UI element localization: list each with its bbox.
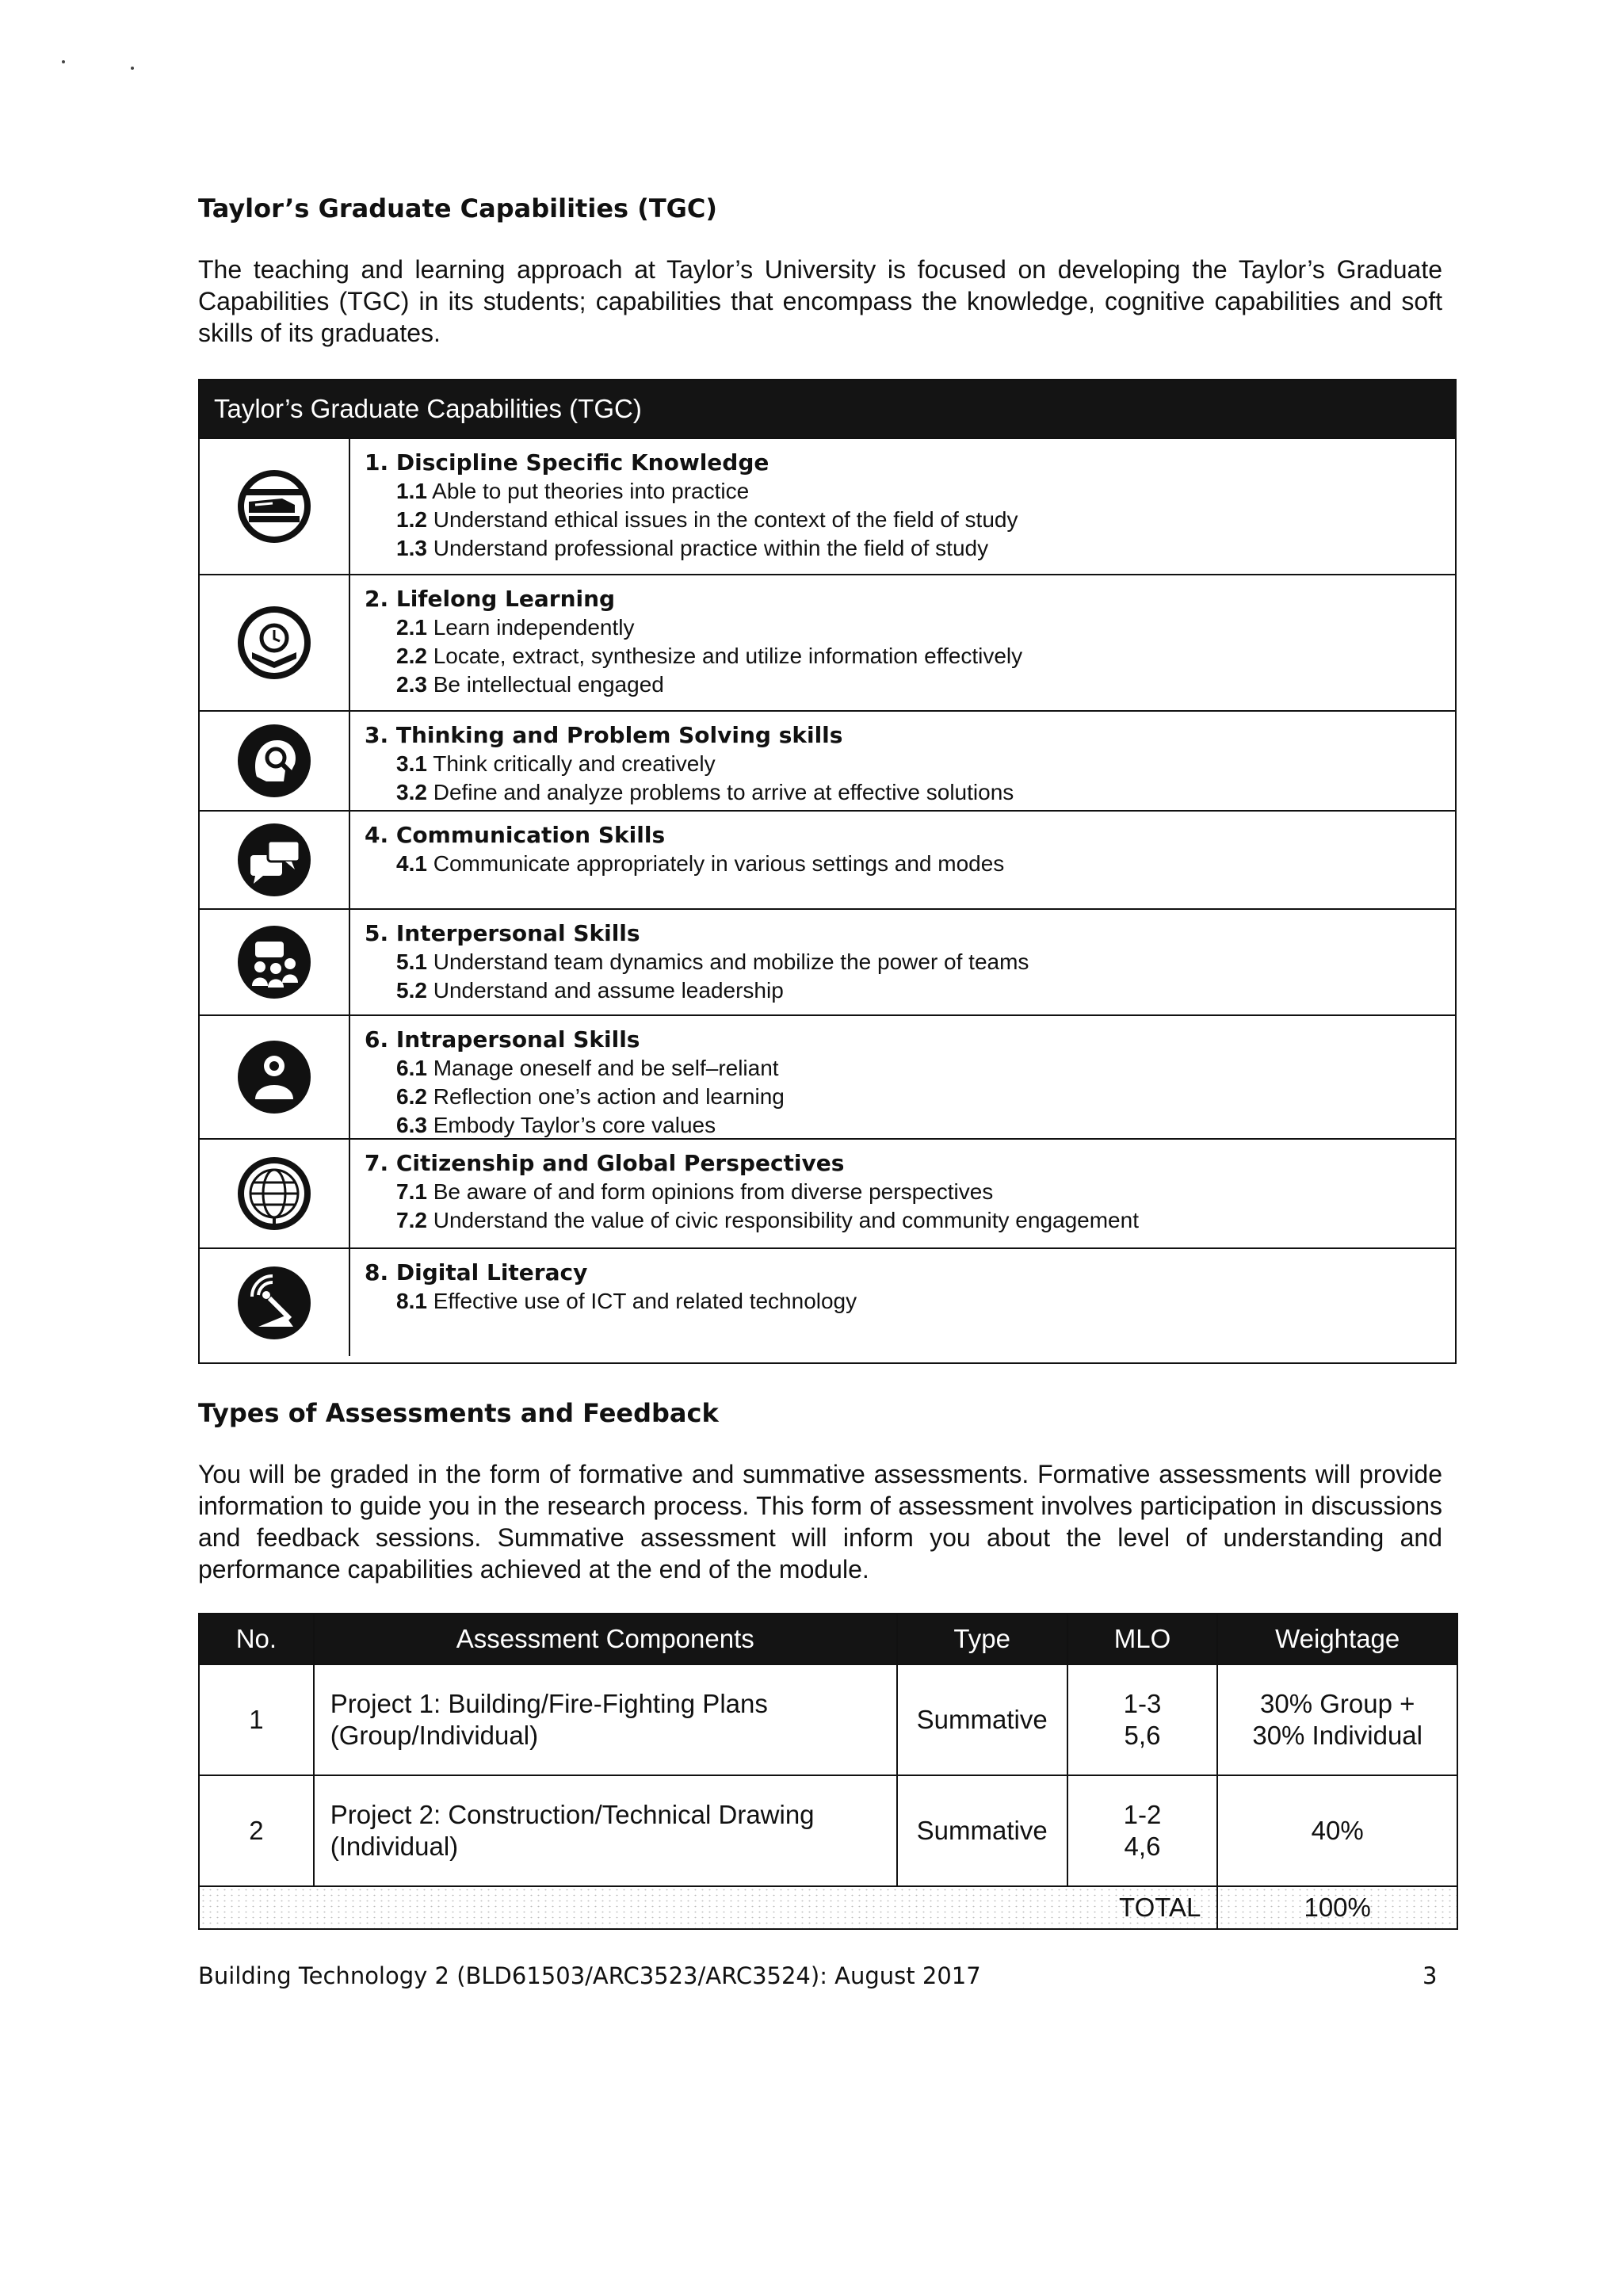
col-header-no: No. [199, 1614, 314, 1664]
table-row [199, 1664, 1457, 1775]
scan-speck [131, 67, 134, 70]
col-header-weightage: Weightage [1217, 1614, 1457, 1664]
capability-title: 4. Communication Skills [365, 822, 666, 848]
capability-title: 3. Thinking and Problem Solving skills [365, 722, 843, 748]
cell-mlo: 1-3 5,6 [1067, 1664, 1218, 1775]
capability-item: 8.1 Effective use of ICT and related technology [396, 1289, 857, 1313]
capability-item: 6.3 Embody Taylor’s core values [396, 1113, 716, 1137]
tgc-row [200, 1138, 1455, 1247]
capability-item: 7.1 Be aware of and form opinions from diverse perspectives [396, 1179, 994, 1204]
capability-item: 1.3 Understand professional practice within the field of study [396, 536, 989, 560]
cell-type: Summative [897, 1775, 1067, 1886]
capability-item: 7.2 Understand the value of civic responsibility and community engagement [396, 1208, 1139, 1232]
capability-title: 7. Citizenship and Global Perspectives [365, 1150, 845, 1176]
capability-title: 8. Digital Literacy [365, 1259, 588, 1286]
cell-type: Summative [897, 1664, 1067, 1775]
assessment-table [198, 1613, 1458, 1930]
col-header-type: Type [897, 1614, 1067, 1664]
capability-title: 5. Interpersonal Skills [365, 920, 640, 946]
total-row [199, 1886, 1457, 1929]
tgc-row [200, 437, 1455, 574]
person-icon [200, 1016, 350, 1138]
capability-item: 4.1 Communicate appropriately in various settings and modes [396, 851, 1005, 876]
tgc-row [200, 810, 1455, 908]
capability-item: 5.1 Understand team dynamics and mobilize the power of teams [396, 949, 1029, 974]
col-header-mlo: MLO [1067, 1614, 1218, 1664]
book-icon [200, 439, 350, 574]
total-label: TOTAL [199, 1886, 1217, 1929]
cell-component: Project 1: Building/Fire-Fighting Plans (Group/Individual) [314, 1664, 897, 1775]
capability-title: 2. Lifelong Learning [365, 586, 616, 612]
tgc-row [200, 908, 1455, 1014]
tgc-table [198, 379, 1457, 1364]
assessment-intro: You will be graded in the form of formative and summative assessments. Formative assessments will provide information to guide you in the research process. This form of assessment involves participation in discussions and feedback sessions. Summative assessment will inform you about the level of understanding and performance capabilities achieved at the end of the module. [198, 1460, 1442, 1584]
capability-item: 3.2 Define and analyze problems to arrive at effective solutions [396, 780, 1014, 804]
tgc-row [200, 1247, 1455, 1356]
capability-item: 1.1 Able to put theories into practice [396, 479, 750, 503]
table-row [199, 1775, 1457, 1886]
cell-mlo: 1-2 4,6 [1067, 1775, 1218, 1886]
speech-bubbles-icon [200, 812, 350, 908]
capability-title: 1. Discipline Specific Knowledge [365, 449, 769, 476]
cell-no: 2 [199, 1775, 314, 1886]
assessment-heading: Types of Assessments and Feedback [198, 1398, 719, 1428]
digital-signal-icon [200, 1249, 350, 1356]
capability-item: 2.3 Be intellectual engaged [396, 672, 664, 697]
capability-item: 6.2 Reflection one’s action and learning [396, 1084, 785, 1109]
page-number: 3 [1423, 1962, 1438, 1989]
capability-item: 1.2 Understand ethical issues in the context of the field of study [396, 507, 1018, 532]
lifelong-learning-icon [200, 575, 350, 710]
tgc-table-header: Taylor’s Graduate Capabilities (TGC) [200, 380, 1455, 437]
tgc-row [200, 710, 1455, 810]
capability-item: 2.2 Locate, extract, synthesize and utilize information effectively [396, 644, 1023, 668]
globe-icon [200, 1140, 350, 1247]
capability-item: 3.1 Think critically and creatively [396, 751, 716, 776]
scan-speck [62, 60, 65, 63]
capability-item: 5.2 Understand and assume leadership [396, 978, 784, 1003]
capability-item: 6.1 Manage oneself and be self–reliant [396, 1056, 779, 1080]
assessment-header-row [199, 1614, 1457, 1664]
tgc-heading: Taylor’s Graduate Capabilities (TGC) [198, 193, 718, 223]
footer-course: Building Technology 2 (BLD61503/ARC3523/ARC3524): August 2017 [198, 1962, 981, 1989]
tgc-row [200, 574, 1455, 710]
total-value: 100% [1217, 1886, 1457, 1929]
cell-no: 1 [199, 1664, 314, 1775]
cell-component: Project 2: Construction/Technical Drawing (Individual) [314, 1775, 897, 1886]
tgc-row [200, 1014, 1455, 1138]
head-magnifier-icon [200, 712, 350, 810]
team-icon [200, 910, 350, 1014]
tgc-intro: The teaching and learning approach at Taylor’s University is focused on developing the Taylor’s Graduate Capabilities (TGC) in its students; capabilities that encompass the knowledge, cognitive capabilities and soft skills of its graduates. [198, 255, 1442, 347]
cell-weightage: 30% Group + 30% Individual [1217, 1664, 1457, 1775]
capability-title: 6. Intrapersonal Skills [365, 1026, 640, 1052]
capability-item: 2.1 Learn independently [396, 615, 635, 640]
cell-weightage: 40% [1217, 1775, 1457, 1886]
col-header-components: Assessment Components [314, 1614, 897, 1664]
